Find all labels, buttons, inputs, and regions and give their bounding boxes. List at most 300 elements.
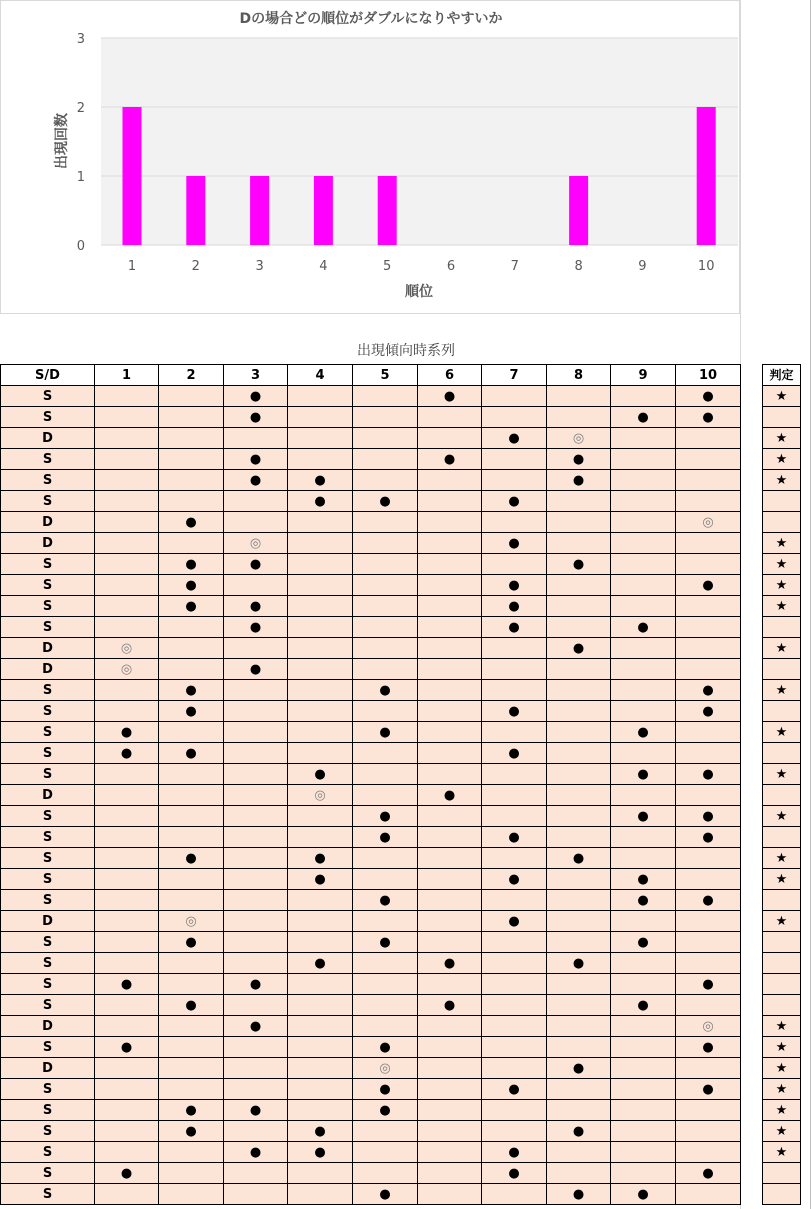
rank-cell [224,743,288,764]
dot-mark: ● [637,409,649,425]
rank-cell [224,680,288,701]
double-mark: ◎ [185,913,197,929]
rank-cell [418,995,482,1016]
rank-cell [676,1163,741,1184]
rank-cell [159,974,224,995]
judgement-cell [763,974,801,995]
rank-cell [611,1142,676,1163]
x-tick-label: 4 [319,259,328,274]
rank-cell [418,659,482,680]
rank-cell [482,554,547,575]
rank-cell [288,575,353,596]
rank-cell [611,1079,676,1100]
rank-cell [353,764,418,785]
judgement-cell: ★ [763,449,801,470]
rank-cell [159,449,224,470]
judgement-cell: ★ [763,1100,801,1121]
judgement-cell [763,743,801,764]
type-cell: S [1,806,95,827]
rank-cell [288,428,353,449]
judgement-row [763,911,801,932]
rank-cell [676,1184,741,1205]
rank-cell [676,533,741,554]
column-header: 9 [611,365,676,386]
rank-cell [95,1142,159,1163]
rank-cell [95,1079,159,1100]
judgement-cell: ★ [763,1016,801,1037]
rank-cell [95,1121,159,1142]
dot-mark: ● [508,703,520,719]
rank-cell [95,827,159,848]
rank-cell [482,449,547,470]
rank-cell [611,806,676,827]
judgement-cell: ★ [763,533,801,554]
table-row [1,869,741,890]
dot-mark: ● [702,682,714,698]
dot-mark: ● [508,829,520,845]
rank-cell [159,1163,224,1184]
rank-cell [224,890,288,911]
dot-mark: ● [185,934,197,950]
rank-cell [418,638,482,659]
rank-cell [418,1016,482,1037]
rank-cell [547,848,611,869]
rank-cell [676,470,741,491]
type-cell: S [1,449,95,470]
rank-cell [676,806,741,827]
rank-cell [611,1100,676,1121]
rank-cell [95,869,159,890]
type-cell: S [1,1079,95,1100]
rank-cell [95,407,159,428]
judgement-row [763,407,801,428]
double-mark: ◎ [120,640,133,656]
rank-cell [288,638,353,659]
rank-cell [418,1163,482,1184]
rank-cell [676,386,741,407]
rank-cell [159,953,224,974]
dot-mark: ● [508,619,520,635]
judgement-table [762,364,801,1205]
rank-cell [676,428,741,449]
double-mark: ◎ [702,514,714,530]
table-row [1,470,741,491]
table-row [1,701,741,722]
judgement-cell: ★ [763,1058,801,1079]
judgement-row [763,512,801,533]
type-cell: S [1,1184,95,1205]
table-row [1,1184,741,1205]
rank-cell [418,1142,482,1163]
double-mark: ◎ [379,1060,391,1076]
rank-cell [611,407,676,428]
double-mark: ◎ [702,1018,714,1034]
y-tick-label: 0 [76,239,85,254]
rank-cell [159,638,224,659]
rank-cell [676,659,741,680]
rank-cell [611,995,676,1016]
rank-cell [418,743,482,764]
rank-cell [224,1016,288,1037]
rank-cell [288,848,353,869]
dot-mark: ● [702,577,714,593]
rank-cell [288,743,353,764]
column-header: 4 [288,365,353,386]
rank-cell [418,554,482,575]
rank-cell [547,449,611,470]
table-row [1,1016,741,1037]
judgement-row [763,680,801,701]
dot-mark: ● [572,556,585,572]
rank-cell [353,554,418,575]
judgement-cell [763,701,801,722]
rank-cell [547,743,611,764]
rank-cell [611,1037,676,1058]
dot-mark: ● [185,556,197,572]
dot-mark: ● [185,598,197,614]
rank-cell [95,512,159,533]
rank-cell [95,890,159,911]
rank-cell [482,428,547,449]
rank-cell [547,386,611,407]
rank-cell [159,428,224,449]
rank-cell [482,512,547,533]
rank-cell [224,386,288,407]
rank-cell [547,1058,611,1079]
rank-cell [224,911,288,932]
table-row [1,491,741,512]
rank-cell [95,974,159,995]
dot-mark: ● [572,640,585,656]
type-cell: S [1,932,95,953]
dot-mark: ● [702,1165,714,1181]
rank-cell [547,638,611,659]
rank-cell [95,449,159,470]
rank-cell [224,575,288,596]
rank-cell [95,659,159,680]
type-cell: D [1,659,95,680]
rank-cell [547,491,611,512]
dot-mark: ● [185,1123,197,1139]
rank-cell [482,1142,547,1163]
rank-cell [353,638,418,659]
rank-cell [353,890,418,911]
table-row [1,848,741,869]
dot-mark: ● [185,514,197,530]
rank-cell [159,533,224,554]
dot-mark: ● [637,997,649,1013]
rank-cell [353,491,418,512]
rank-cell [547,1037,611,1058]
judgement-cell [763,407,801,428]
table-row [1,554,741,575]
rank-cell [547,701,611,722]
rank-cell [353,953,418,974]
dot-mark: ● [443,997,456,1013]
rank-cell [159,659,224,680]
rank-cell [611,596,676,617]
dot-mark: ● [702,1039,714,1055]
rank-cell [159,848,224,869]
dot-mark: ● [702,829,714,845]
rank-cell [353,1184,418,1205]
rank-cell [353,785,418,806]
dot-mark: ● [314,1123,326,1139]
column-header: 5 [353,365,418,386]
rank-cell [159,575,224,596]
rank-cell [676,491,741,512]
type-cell: D [1,1058,95,1079]
bar-5 [378,176,397,245]
rank-cell [288,449,353,470]
rank-cell [482,1100,547,1121]
judgement-cell: ★ [763,1142,801,1163]
y-tick-label: 2 [76,101,85,116]
rank-cell [159,1037,224,1058]
rank-cell [95,806,159,827]
rank-cell [288,764,353,785]
rank-cell [547,1121,611,1142]
rank-cell [482,995,547,1016]
judgement-cell: ★ [763,596,801,617]
rank-cell [224,1142,288,1163]
rank-cell [547,575,611,596]
dot-mark: ● [120,1039,133,1055]
judgement-row [763,848,801,869]
dot-mark: ● [702,388,714,404]
rank-cell [482,533,547,554]
table-row [1,911,741,932]
judgement-cell [763,659,801,680]
dot-mark: ● [120,745,133,761]
rank-cell [353,1163,418,1184]
rank-cell [418,1184,482,1205]
rank-cell [159,1184,224,1205]
rank-cell [482,386,547,407]
rank-cell [353,995,418,1016]
rank-cell [418,890,482,911]
double-mark: ◎ [249,535,262,551]
rank-cell [482,722,547,743]
rank-cell [547,806,611,827]
x-tick-label: 8 [574,259,583,274]
dot-mark: ● [314,472,326,488]
rank-cell [611,470,676,491]
rank-cell [224,554,288,575]
dot-mark: ● [249,556,262,572]
dot-mark: ● [572,472,585,488]
judgement-row [763,1142,801,1163]
table-row [1,1079,741,1100]
dot-mark: ● [185,577,197,593]
judgement-row [763,827,801,848]
rank-cell [353,806,418,827]
rank-cell [353,1142,418,1163]
type-cell: S [1,491,95,512]
type-cell: S [1,617,95,638]
rank-cell [288,701,353,722]
judgement-row [763,1058,801,1079]
rank-cell [224,407,288,428]
judgement-cell [763,785,801,806]
judgement-row [763,932,801,953]
rank-cell [95,1100,159,1121]
rank-cell [288,386,353,407]
table-row [1,806,741,827]
rank-cell [547,470,611,491]
rank-cell [95,953,159,974]
rank-cell [482,1184,547,1205]
dot-mark: ● [120,1165,133,1181]
dot-mark: ● [572,451,585,467]
rank-cell [353,617,418,638]
judgement-row [763,806,801,827]
rank-cell [288,974,353,995]
type-cell: S [1,995,95,1016]
rank-cell [224,449,288,470]
rank-cell [418,428,482,449]
judgement-row [763,449,801,470]
rank-cell [418,680,482,701]
bar-2 [186,176,205,245]
judgement-cell: ★ [763,386,801,407]
rank-cell [611,785,676,806]
rank-cell [224,869,288,890]
rank-cell [159,596,224,617]
dot-mark: ● [379,1102,391,1118]
rank-cell [547,869,611,890]
rank-cell [547,533,611,554]
rank-cell [159,470,224,491]
bar-3 [250,176,269,245]
type-cell: S [1,743,95,764]
dot-mark: ● [443,955,456,971]
rank-cell [676,554,741,575]
judgement-row [763,1037,801,1058]
type-cell: S [1,596,95,617]
rank-cell [95,1058,159,1079]
rank-cell [95,554,159,575]
column-header: 3 [224,365,288,386]
type-cell: S [1,470,95,491]
table-row [1,1037,741,1058]
dot-mark: ● [249,472,262,488]
type-cell: S [1,575,95,596]
dot-mark: ● [637,619,649,635]
dot-mark: ● [314,493,326,509]
rank-cell [288,596,353,617]
rank-cell [676,512,741,533]
rank-cell [611,659,676,680]
type-cell: S [1,1037,95,1058]
rank-cell [482,407,547,428]
rank-cell [611,512,676,533]
type-cell: D [1,1016,95,1037]
rank-cell [288,995,353,1016]
rank-cell [224,1079,288,1100]
dot-mark: ● [702,766,714,782]
type-cell: S [1,764,95,785]
dot-mark: ● [702,808,714,824]
table-row [1,995,741,1016]
dot-mark: ● [508,913,520,929]
judgement-cell: ★ [763,911,801,932]
rank-cell [95,680,159,701]
table-row [1,680,741,701]
rank-cell [418,596,482,617]
x-tick-label: 6 [446,259,456,274]
dot-mark: ● [314,766,326,782]
rank-cell [224,491,288,512]
rank-cell [676,722,741,743]
rank-cell [353,848,418,869]
rank-cell [611,554,676,575]
table-row [1,659,741,680]
rank-cell [353,932,418,953]
dot-mark: ● [637,766,649,782]
rank-cell [547,1016,611,1037]
table-row [1,722,741,743]
rank-cell [353,869,418,890]
x-tick-label: 2 [191,259,200,274]
rank-cell [418,1058,482,1079]
rank-cell [95,848,159,869]
rank-cell [482,470,547,491]
dot-mark: ● [702,703,714,719]
rank-cell [482,764,547,785]
rank-cell [288,953,353,974]
rank-cell [676,764,741,785]
rank-cell [159,911,224,932]
dot-mark: ● [249,388,262,404]
rank-cell [95,1037,159,1058]
rank-cell [482,638,547,659]
judgement-row [763,617,801,638]
rank-cell [611,1163,676,1184]
rank-cell [159,701,224,722]
judgement-cell [763,1184,801,1205]
dot-mark: ● [379,1081,391,1097]
rank-cell [547,995,611,1016]
rank-cell [611,890,676,911]
rank-cell [547,785,611,806]
dot-mark: ● [314,850,326,866]
dot-mark: ● [379,724,391,740]
type-cell: D [1,533,95,554]
rank-cell [676,827,741,848]
rank-cell [418,869,482,890]
judgement-row [763,953,801,974]
rank-cell [159,764,224,785]
rank-cell [224,617,288,638]
judgement-row [763,491,801,512]
rank-cell [547,974,611,995]
rank-cell [353,1037,418,1058]
rank-cell [547,680,611,701]
dot-mark: ● [249,1018,262,1034]
rank-cell [159,1100,224,1121]
rank-cell [418,449,482,470]
rank-cell [224,1058,288,1079]
dot-mark: ● [185,850,197,866]
rank-cell [353,974,418,995]
rank-cell [159,491,224,512]
rank-cell [547,1184,611,1205]
y-tick-label: 3 [76,32,85,47]
rank-cell [159,1016,224,1037]
dot-mark: ● [249,976,262,992]
x-tick-label: 9 [638,259,647,274]
